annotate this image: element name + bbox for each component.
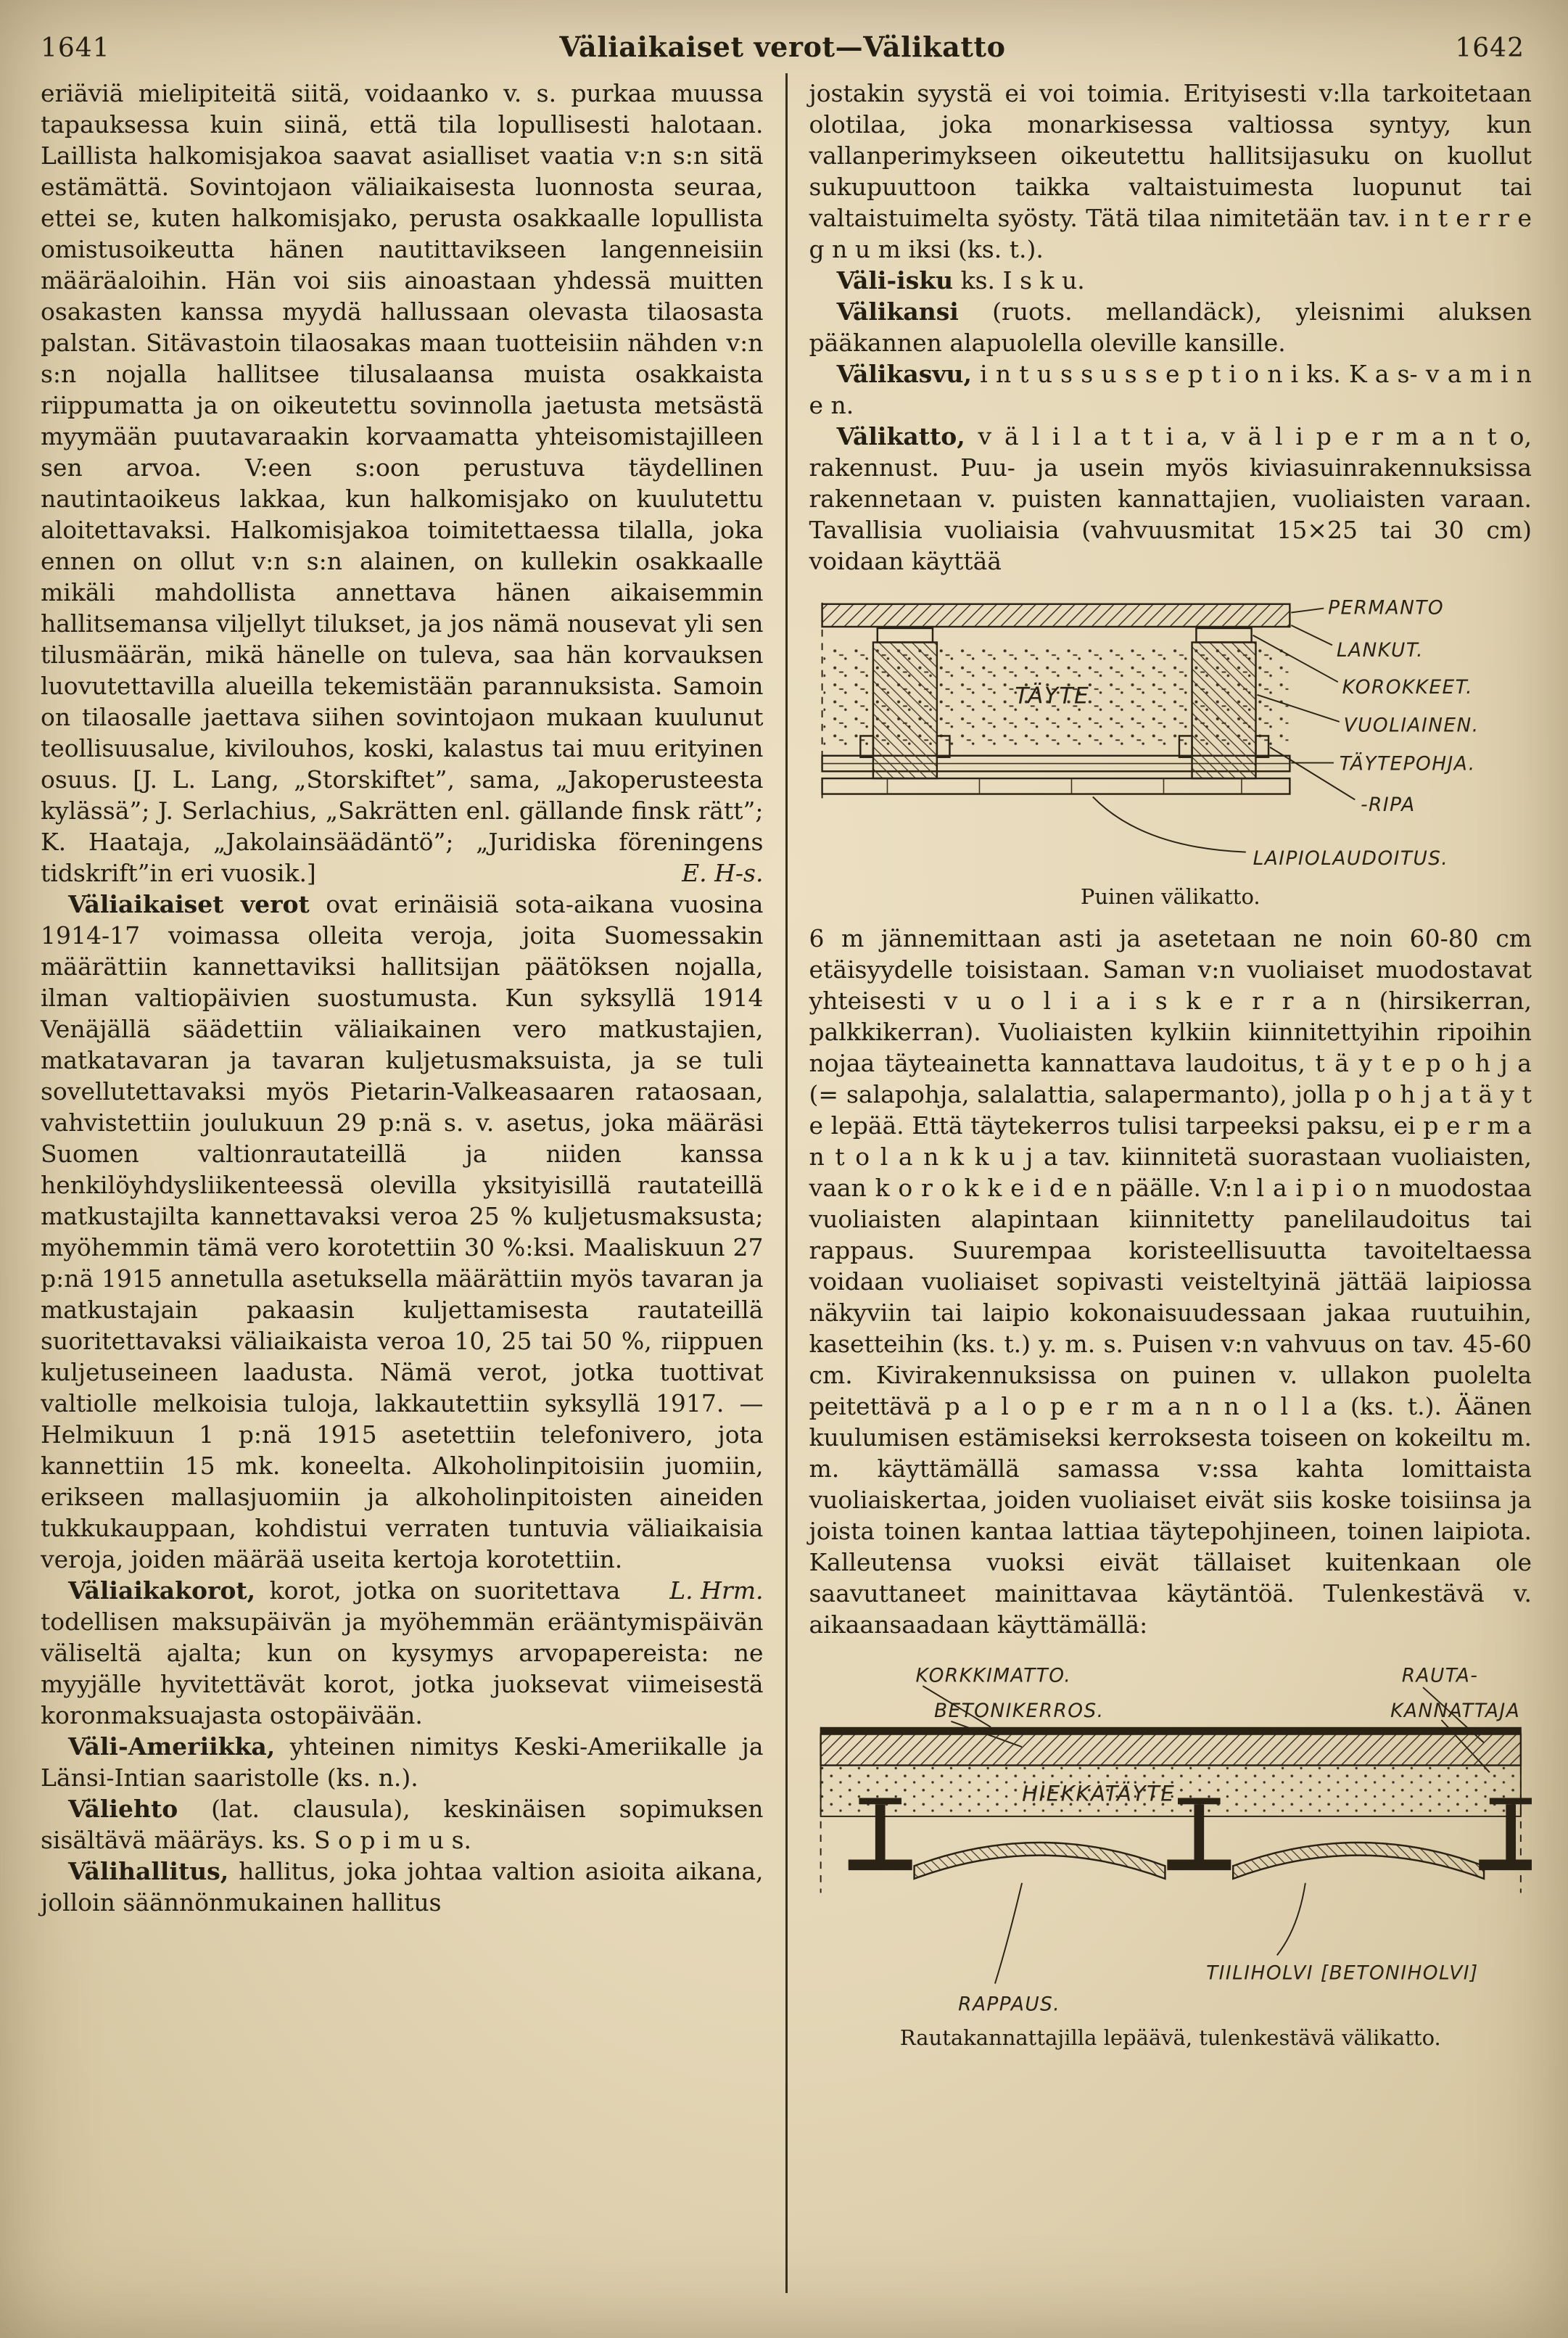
- entry-valikatto: [809, 421, 1532, 577]
- label-laipiolaudoitus: LAIPIOLAUDOITUS.: [1253, 848, 1448, 870]
- label-hiekkatayte: HIEKKATÄYTE: [1021, 1781, 1175, 1806]
- entry-headword: Väliaikaiset verot: [67, 890, 310, 918]
- floor-planks-permanto: [822, 604, 1290, 627]
- entry-continuation-valihallitus: [809, 78, 1532, 265]
- entry-continuation-sovintojako: [41, 78, 764, 889]
- figure-fireproof-ceiling: [809, 1659, 1532, 2051]
- entry-text: ovat erinäisiä sota-aikana vuosina 1914-17 voimassa olleita veroja, joita Suomessakin määrättiin kannettaviksi hallitsijan päätöksen nojalla, ilman valtiopäivien suostumusta. Kun syksyllä 1914 Venäjällä säädettiin väliaikainen vero matkustajien, matkatavaran ja tavaran kuljetusmaksuista, ja se tuli sovellutettavaksi myös Pietarin-Valkeasaaren rataosaan, vahvistettiin joulukuun 29 p:nä s. v. asetus, joka määräsi Suomen valtionrautateillä ja niiden kanssa henkilöyhdysliikenteessä olevilla yksityisillä rautateillä matkustajilta kannettavaksi veroa 25 % kuljetusmaksusta; myöhemmin tämä vero korotettiin 30 %:ksi. Maaliskuun 27 p:nä 1915 annetulla asetuksella määrättiin myös tavaran ja matkustajain pakaasin kuljettamisesta rautateillä suoritettavaksi väliaikaista veroa 10, 25 tai 50 %, riippuen kuljetuseineen laadusta. Nämä verot, jotka tuottivat valtiolle melkoisia tuloja, lakkautettiin syksyllä 1917. — Helmikuun 1 p:nä 1915 asetettiin telefonivero, jota kannettiin 15 mk. koneelta. Alkoholinpitoisiin juomiin, erikseen mallasjuomiin ja alkoholinpitoisten aineiden tukkukauppaan, kohdistui verraten tuntuvia väliaikaisia veroja, joiden määrää useita kertoja korotettiin.: [41, 890, 764, 1573]
- entry-valikasvu: [809, 358, 1532, 421]
- entry-vali-isku: [809, 265, 1532, 296]
- entry-headword: Välihallitus,: [67, 1857, 229, 1885]
- entry-headword: Välikansi: [836, 297, 959, 326]
- figure1-caption: Puinen välikatto.: [1080, 884, 1260, 909]
- label-taytepohja: TÄYTEPOHJA.: [1339, 753, 1476, 775]
- label-kannattaja: KANNATTAJA: [1390, 1700, 1520, 1722]
- entry-text: jostakin syystä ei voi toimia. Erityisesti v:lla tarkoitetaan olotilaa, joka monarkisessa valtiossa syntyy, kun vallanperimykseen oikeutettu hallitsijasuku on kuollut sukupuuttoon taikka valtaistuimesta luopunut tai valtaistuimelta syösty. Tätä tilaa nimitetään tav. i n t e r r e g n u m iksi (ks. t.).: [809, 79, 1532, 263]
- label-lankut: LANKUT.: [1336, 640, 1424, 662]
- author-signature: L. Hrm.: [669, 1576, 764, 1605]
- two-column-layout: [0, 73, 1568, 2293]
- entry-headword: Väliaikakorot,: [67, 1576, 256, 1605]
- page-number-left: 1641: [41, 33, 110, 63]
- label-rauta: RAUTA-: [1401, 1664, 1478, 1687]
- entry-text: v ä l i l a t t i a, v ä l i p e r m a n t o, rakennust. Puu- ja usein myös kiviasuinrakennuksissa rakennetaan v. puisten kannattajien, vuoliaisten varaan. Tavallisia vuoliaisia (vahvuusmitat 15×25 tai 30 cm) voidaan käyttää: [809, 422, 1532, 575]
- entry-headword: Välikasvu,: [836, 360, 972, 388]
- entry-headword: Väliehto: [67, 1795, 178, 1823]
- entry-text: i n t u s s u s s e p t i o n i ks. K a s- v a m i n e n.: [809, 360, 1532, 419]
- page-number-right: 1642: [1455, 33, 1524, 63]
- entry-headword: Väli-isku: [836, 266, 954, 295]
- wooden-ceiling-drawing: [809, 596, 1532, 881]
- korkkimatto-layer: [820, 1727, 1520, 1734]
- entry-text: eriäviä mielipiteitä siitä, voidaanko v. s. purkaa muussa tapauksessa kuin siinä, että tila lopullisesti halotaan. Laillista halkomisjakoa saavat asialliset vaatia v:n s:n sitä estämättä. Sovintojaon väliaikaisesta luonnosta seuraa, ettei se, kuten halkomisjako, perusta osakkaalle lopullista omistusoikeutta hänen nautittavikseen langenneisiin määräaloihin. Hän voi siis ainoastaan yhdessä muitten osakasten kanssa myydä hallussaan olevasta tilaosasta palstan. Sitävastoin tilaosakas maan tuotteisiin nähden v:n s:n nojalla hallitsee tilusalaansa muista osakkaista riippumatta ja on oikeutettu sovinnolla jaetusta metsästä myymään puutavaraakin korvaamatta yhteisomistajilleen sen arvoa. V:een s:oon perustuva täydellinen nautintaoikeus lakkaa, kun halkomisjako on kuulutettu aloitettavaksi. Halkomisjakoa toimitettaessa tilalla, joka ennen on ollut v:n s:n alainen, on kullekin osakkaalle mikäli mahdollista annettava hänen aikaisemmin hallitsemansa viljellyt tilukset, ja jos nämä nousevat yli sen tilusmäärän, mikä hänelle on tuleva, saa hän korvauksen luovutettavilla alueilla tekemistään parannuksista. Samoin on tilaosalle jaettava siihen sovintojaon mukaan kuulunut teollisuusalue, kivilouhos, koski, kalastus tai muu erityinen osuus. [J. L. Lang, „Storskiftet”, sama, „Jakoperusteesta kylässä”; J. Serlachius, „Sakrätten enl. gällande finsk rätt”; K. Haataja, „Jakolainsäädäntö”; „Juridiska föreningens tidskrift”in eri vuosik.]: [41, 79, 764, 887]
- entry-valiehto: [41, 1793, 764, 1856]
- right-column: [788, 73, 1537, 2293]
- betonikerros-layer: [820, 1734, 1520, 1765]
- entry-valihallitus: [41, 1856, 764, 1918]
- label-korkkimatto: KORKKIMATTO.: [915, 1664, 1071, 1687]
- page-header: [0, 0, 1568, 73]
- label-permanto: PERMANTO: [1327, 597, 1444, 620]
- entry-text: yhteinen nimitys Keski-Ameriikalle ja Länsi-Intian saaristolle (ks. n.).: [41, 1732, 764, 1792]
- author-signature: E. H-s.: [682, 859, 764, 887]
- entry-text: (ruots. mellandäck), yleisnimi aluksen pääkannen alapuolella oleville kansille.: [809, 297, 1532, 357]
- entry-text: 6 m jännemittaan asti ja asetetaan ne noin 60-80 cm etäisyydelle toisistaan. Saman v:n vuoliaiset muodostavat yhteisesti v u o l i a i s k e r r a n (hirsikerran, palkkikerran). Vuoliaisten kylkiin kiinnitettyihin ripoihin nojaa täyteainetta kannattava laudoitus, t ä y t e p o h j a (= salapohja, salalattia, salapermanto), jolla p o h j a t ä y t e lepää. Että täytekerros tulisi tarpeeksi paksu, ei p e r m a n t o l a n k k u j a tav. kiinnitetä suorastaan vuoliaisten, vaan k o r o k k e i d e n päälle. V:n l a i p i o n muodostaa vuoliaisten alapintaan kiinnitetty panelilaudoitus tai rappaus. Suurempaa koristeellisuutta tavoiteltaessa voidaan vuoliaiset sopivasti veisteltyinä jättää laipiossa näkyviin tai laipio kokonaisuudessaan jakaa ruutuihin, kasetteihin (ks. t.) y. m. s. Puisen v:n vahvuus on tav. 45-60 cm. Kivirakennuksissa on puinen v. ullakon puolelta peitettävä p a l o p e r m a n n o l l a (ks. t.). Äänen kuulumisen estämiseksi kerroksesta toiseen on kokeiltu m. m. käyttämällä samassa v:ssa kahta lomittaista vuoliaiskertaa, joiden vuoliaiset eivät siis koske toisiinsa ja joista toinen kantaa lattiaa täytepohjineen, toinen laipiota. Kalleutensa vuoksi eivät tällaiset kuitenkaan ole saavuttaneet mainittavaa käytäntöä. Tulenkestävä v. aikaansaadaan käyttämällä:: [809, 923, 1532, 1639]
- label-vuoliainen: VUOLIAINEN.: [1343, 715, 1480, 737]
- entry-text: ks. I s k u.: [953, 266, 1085, 295]
- fireproof-ceiling-drawing: [809, 1659, 1532, 2022]
- entry-text: hallitus, joka johtaa valtion asioita aikana, jolloin säännönmukainen hallitus: [41, 1857, 764, 1917]
- entry-text: (lat. clausula), keskinäisen sopimuksen sisältävä määräys. ks. S o p i m u s.: [41, 1795, 764, 1854]
- laipiolaudoitus-boards: [822, 778, 1290, 794]
- label-tayte: TÄYTE: [1014, 683, 1089, 709]
- figure2-bottom-labels: [958, 1962, 1479, 2015]
- label-ripa: -RIPA: [1360, 794, 1416, 816]
- label-tiiliholvi: TIILIHOLVI [BETONIHOLVI]: [1205, 1962, 1479, 1985]
- figure-wooden-ceiling: [809, 596, 1532, 910]
- label-rappaus: RAPPAUS.: [957, 1993, 1060, 2016]
- entry-text: korot, jotka on suoritettava todellisen maksupäivän ja myöhemmän erääntymispäivän väliseltä ajalta; kun on kysymys arvopapereista: ne myyjälle hyvitettävät korot, jotka juoksevat viimeisestä koronmaksuajasta ostopäivään.: [41, 1576, 764, 1729]
- entry-valikatto-continued: [809, 923, 1532, 1640]
- page-title: Väliaikaiset verot—Välikatto: [559, 30, 1006, 63]
- entry-valikansi: [809, 296, 1532, 358]
- label-korokkeet: KOROKKEET.: [1342, 676, 1473, 699]
- entry-vali-ameriikka: [41, 1731, 764, 1793]
- korokkeet-blocks: [877, 628, 1251, 643]
- entry-headword: Välikatto,: [836, 422, 965, 450]
- figure2-caption: Rautakannattajilla lepäävä, tulenkestävä välikatto.: [899, 2025, 1441, 2050]
- left-column: [32, 73, 785, 2293]
- entry-headword: Väli-Ameriikka,: [67, 1732, 276, 1761]
- label-betonikerros: BETONIKERROS.: [933, 1700, 1105, 1722]
